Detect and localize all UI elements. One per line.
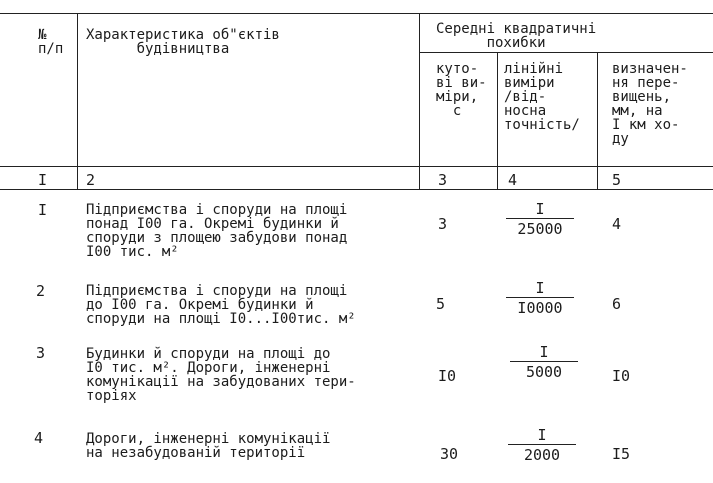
row-number: I bbox=[38, 201, 48, 219]
row-characteristic: Підприємства і споруди на площі до I00 га. Окремі будинки й споруди на площі I0...I00тис. м² bbox=[86, 283, 356, 327]
linear-denominator: I0000 bbox=[517, 299, 563, 317]
header-characteristic: Характеристика об"єктів будівництва bbox=[86, 27, 280, 57]
rule-group bbox=[419, 52, 713, 53]
linear-numerator: I bbox=[539, 343, 549, 361]
rule-v1 bbox=[77, 13, 78, 190]
header-leveling: визначен- ня пере- вищень, мм, на I км хо- ду bbox=[612, 61, 688, 147]
row-characteristic: Дороги, інженерні комунікації на незабудованій території bbox=[86, 431, 331, 461]
index-cell: 4 bbox=[508, 171, 518, 189]
fraction-bar bbox=[510, 361, 578, 362]
rule-top bbox=[0, 13, 713, 14]
row-leveling: 6 bbox=[612, 295, 622, 313]
row-leveling: 4 bbox=[612, 215, 622, 233]
fraction-bar bbox=[506, 297, 574, 298]
rule-header-bottom bbox=[0, 166, 713, 167]
rule-v2 bbox=[419, 13, 420, 190]
linear-numerator: I bbox=[535, 279, 545, 297]
header-angular: куто- ві ви- міри, с bbox=[436, 61, 487, 119]
row-angular: 30 bbox=[440, 445, 459, 463]
index-cell: 5 bbox=[612, 171, 622, 189]
row-leveling: I0 bbox=[612, 367, 631, 385]
row-angular: I0 bbox=[438, 367, 457, 385]
header-linear: лінійні виміри /від- носна точність/ bbox=[504, 61, 580, 133]
row-number: 2 bbox=[36, 282, 46, 300]
index-cell: 3 bbox=[438, 171, 448, 189]
rule-v3 bbox=[497, 52, 498, 190]
header-rms-errors: Середні квадратичні похибки bbox=[436, 21, 597, 51]
row-linear bbox=[500, 202, 580, 236]
row-characteristic: Будинки й споруди на площі до I0 тис. м². Дороги, інженерні комунікації на забудованих тери- торіях bbox=[86, 346, 356, 404]
header-number: № п/п bbox=[38, 27, 64, 57]
row-linear bbox=[500, 281, 580, 315]
linear-denominator: 2000 bbox=[523, 446, 561, 464]
row-linear bbox=[502, 428, 582, 462]
rule-index-bottom bbox=[0, 189, 713, 190]
linear-denominator: 5000 bbox=[525, 363, 563, 381]
fraction-bar bbox=[508, 444, 576, 445]
linear-numerator: I bbox=[537, 426, 547, 444]
index-cell: 2 bbox=[86, 171, 96, 189]
row-characteristic: Підприємства і споруди на площі понад I00 га. Окремі будинки й споруди з площею забудови понад I00 тис. м² bbox=[86, 202, 348, 260]
row-angular: 5 bbox=[436, 295, 446, 313]
fraction-bar bbox=[506, 218, 574, 219]
row-number: 3 bbox=[36, 344, 46, 362]
rule-v4 bbox=[597, 52, 598, 190]
row-linear bbox=[504, 345, 584, 379]
linear-numerator: I bbox=[535, 200, 545, 218]
row-angular: 3 bbox=[438, 215, 448, 233]
index-cell: I bbox=[38, 171, 48, 189]
linear-denominator: 25000 bbox=[517, 220, 563, 238]
row-number: 4 bbox=[34, 429, 44, 447]
row-leveling: I5 bbox=[612, 445, 631, 463]
